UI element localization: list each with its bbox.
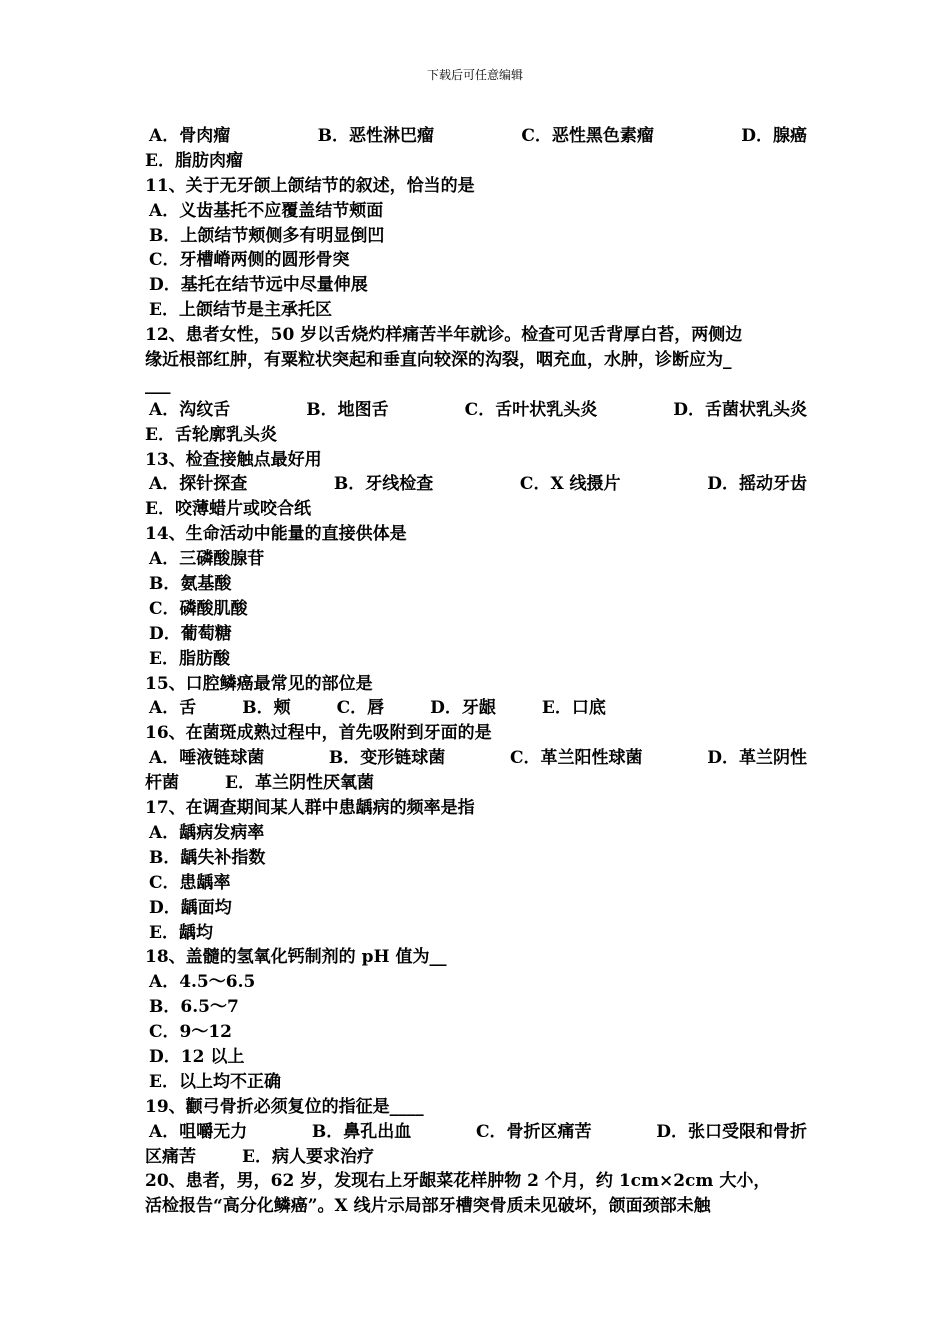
q10-option-b: B．恶性淋巴瘤 [317,126,434,146]
q16-option-c: C．革兰阳性球菌 [509,748,643,769]
q10-option-d: D．腺癌 [741,126,807,146]
q17-option-b: B．龋失补指数 [149,847,266,868]
q15-options [145,696,807,721]
q13-stem: 13、检查接触点最好用 [145,449,322,470]
q17-option-d: D．龋面均 [149,897,232,918]
question-content [145,124,807,1219]
q13-option-b: B．牙线检查 [333,474,434,495]
q14-option-d: D．葡萄糖 [149,623,232,644]
q15-option-b: B．颊 [242,698,291,719]
q11-option-e: E．上颌结节是主承托区 [149,300,332,321]
q16-option-d: D．革兰阴性 [707,748,807,769]
q17-option-e: E．龋均 [149,922,213,943]
q12-option-d: D．舌菌状乳头炎 [673,399,807,420]
q15-option-a: A．舌 [149,698,197,719]
q13-option-d: D．摇动牙齿 [707,474,807,495]
q19-option-e: E．病人要求治疗 [242,1146,374,1167]
q12-option-e: E．舌轮廓乳头炎 [145,424,277,445]
q18-stem: 18、盖髓的氢氧化钙制剂的 pH 值为__ [145,947,447,968]
q13-options [145,472,807,497]
q10-options [145,124,807,149]
q12-option-c: C．舌叶状乳头炎 [464,399,598,420]
q11-option-b: B．上颌结节颊侧多有明显倒凹 [149,225,385,246]
q19-options [145,1120,807,1145]
q16-option-b: B．变形链球菌 [328,748,446,769]
q19-option-d: D．张口受限和骨折 [656,1121,807,1142]
q12-stem-line-1: 12、患者女性，50 岁以舌烧灼样痛苦半年就诊。检查可见舌背厚白苔，两侧边 [145,325,743,346]
q16-option-a: A．唾液链球菌 [149,748,265,769]
q15-option-e: E．口底 [541,698,606,719]
q19-option-c: C．骨折区痛苦 [475,1121,592,1142]
q19-option-d-cont: 区痛苦 [145,1146,196,1167]
q16-options-cont [145,771,807,796]
q14-option-e: E．脂肪酸 [149,648,230,669]
q17-option-a: A．龋病发病率 [149,822,265,843]
q11-option-d: D．基托在结节远中尽量伸展 [149,275,368,296]
q14-option-b: B．氨基酸 [149,574,232,595]
q10-option-e: E．脂肪肉瘤 [145,150,243,171]
q12-option-b: B．地图舌 [306,399,389,420]
q18-option-e: E．以上均不正确 [149,1071,281,1092]
q16-options [145,746,807,771]
q19-options-cont [145,1145,807,1170]
q12-stem-line-2: 缘近根部红肿，有粟粒状突起和垂直向较深的沟裂，咽充血，水肿，诊断应为_ [145,350,732,371]
q13-option-a: A．探针探查 [149,474,248,495]
q14-stem: 14、生命活动中能量的直接供体是 [145,524,407,545]
q14-option-c: C．磷酸肌酸 [149,598,248,619]
page-header: 下载后可任意编辑 [426,68,523,82]
q16-option-e: E．革兰阴性厌氧菌 [225,773,374,794]
q16-option-d-cont: 杆菌 [145,773,179,794]
q14-option-a: A．三磷酸腺苷 [149,549,265,570]
q15-option-c: C．唇 [336,698,385,719]
q15-stem: 15、口腔鳞癌最常见的部位是 [145,673,373,694]
q19-option-a: A．咀嚼无力 [149,1121,248,1142]
q12-options [145,398,807,423]
q15-option-d: D．牙龈 [430,698,496,719]
q17-option-c: C．患龋率 [149,872,231,893]
q10-option-a: A．骨肉瘤 [149,126,231,146]
q20-stem-line-1: 20、患者，男，62 岁，发现右上牙龈菜花样肿物 2 个月，约 1cm×2cm 大小， [145,1171,771,1192]
q12-stem-line-3: ___ [145,374,171,395]
q13-option-e: E．咬薄蜡片或咬合纸 [145,499,311,520]
q13-option-c: C．X 线摄片 [519,474,621,495]
q10-option-c: C．恶性黑色素瘤 [521,126,654,146]
q12-option-a: A．沟纹舌 [149,399,231,420]
q17-stem: 17、在调查期间某人群中患龋病的频率是指 [145,798,475,819]
q18-option-b: B．6.5～7 [149,997,239,1018]
q18-option-c: C．9～12 [149,1022,233,1043]
q20-stem-line-2: 活检报告“高分化鳞癌”。X 线片示局部牙槽突骨质未见破坏，颌面颈部未触 [145,1196,711,1217]
q11-stem: 11、关于无牙颌上颌结节的叙述，恰当的是 [145,175,475,196]
q19-option-b: B．鼻孔出血 [311,1121,412,1142]
q19-stem: 19、颧弓骨折必须复位的指征是____ [145,1096,424,1117]
q11-option-c: C．牙槽嵴两侧的圆形骨突 [149,250,350,271]
q18-option-a: A．4.5～6.5 [149,972,256,993]
q11-option-a: A．义齿基托不应覆盖结节颊面 [149,200,384,221]
q16-stem: 16、在菌斑成熟过程中，首先吸附到牙面的是 [145,723,492,744]
q18-option-d: D．12 以上 [149,1046,245,1067]
